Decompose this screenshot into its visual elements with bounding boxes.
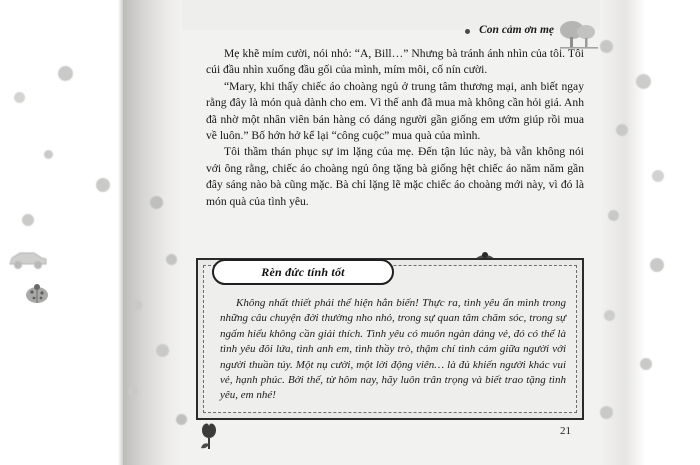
background-blob xyxy=(14,92,25,103)
bullet-dot-icon xyxy=(465,29,470,34)
tulip-icon xyxy=(196,420,222,450)
body-text xyxy=(206,46,584,210)
background-blob xyxy=(652,170,664,182)
background-blob xyxy=(128,386,138,396)
paragraph: “Mary, khi thấy chiếc áo choàng ngủ ở trung tâm thương mại, anh biết ngay rằng đây là món quà dành cho em. Vì thế anh đã mua mà không cần hỏi giá. Anh đã nhờ một nhân viên bán hàng có dáng người gần giống em ướm giúp rồi mua về luôn.” Bố hớn hở kể lại “công cuộc” mua quà của mình. xyxy=(206,79,584,143)
background-blob xyxy=(44,150,53,159)
car-doodle-icon xyxy=(6,246,50,272)
paragraph: Tôi thầm thán phục sự im lặng của mẹ. Đến tận lúc này, bà vẫn không nói với ông rằng, chiếc áo choàng ngủ ông tặng bà giống hệt chiếc áo năm năm gần đây sáng nào bà cũng mặc. Bà chỉ lặng lẽ mặc chiếc áo choàng mới này, vì đó là món quà của tình yêu. xyxy=(206,145,584,208)
background-blob xyxy=(608,210,619,221)
background-blob xyxy=(22,214,34,226)
page-title: Con cảm ơn mẹ xyxy=(479,24,554,36)
background-blob xyxy=(132,300,142,310)
background-blob xyxy=(640,358,652,370)
background-blob xyxy=(650,258,664,272)
top-dotted-guide xyxy=(150,12,580,14)
background-blob xyxy=(176,414,187,425)
paragraph: Không nhất thiết phải thể hiện hẳn biến! Thực ra, tình yêu ẩn mình trong những câu chuyện đời thường nho nhỏ, trong sự quan tâm chăm sóc, trong sự ngấm hiểu không cần giải thích. Tình yêu có muôn ngàn dáng vẻ, đó có thể là tình yêu đôi lứa, tình anh em, tình thầy trò, thậm chí tình cảm giữa người với người thuần túy. Một nụ cười, một lời động viên… là đủ khiến người khác vui vẻ, hạnh phúc. Bởi thế, từ hôm nay, hãy luôn trân trọng và biết trao tặng tình yêu, em nhé! xyxy=(220,297,566,402)
background-blob xyxy=(58,66,73,81)
background-blob xyxy=(166,254,177,265)
page-number: 21 xyxy=(560,425,571,437)
background-blob xyxy=(96,178,110,192)
background-blob xyxy=(616,124,628,136)
tip-box-title: Rèn đức tính tốt xyxy=(261,264,345,279)
background-blob xyxy=(604,310,615,321)
background-blob xyxy=(636,74,651,89)
tip-box-title-pill xyxy=(212,259,394,285)
page-right-edge-fade xyxy=(600,0,646,465)
book-page-edge xyxy=(118,0,123,465)
tip-box xyxy=(196,258,584,420)
background-blob xyxy=(150,196,163,209)
background-blob xyxy=(600,406,613,419)
paragraph: Mẹ khẽ mỉm cười, nói nhỏ: “A, Bill…” Nhưng bà tránh ánh nhìn của tôi. Tôi cúi đầu nhìn xuống đầu gối của mình, mím môi, cố nín cười. xyxy=(206,47,584,77)
tip-box-text xyxy=(220,296,566,404)
background-blob xyxy=(156,344,169,357)
ladybug-icon xyxy=(22,284,52,304)
book-gutter-shadow xyxy=(120,0,182,465)
